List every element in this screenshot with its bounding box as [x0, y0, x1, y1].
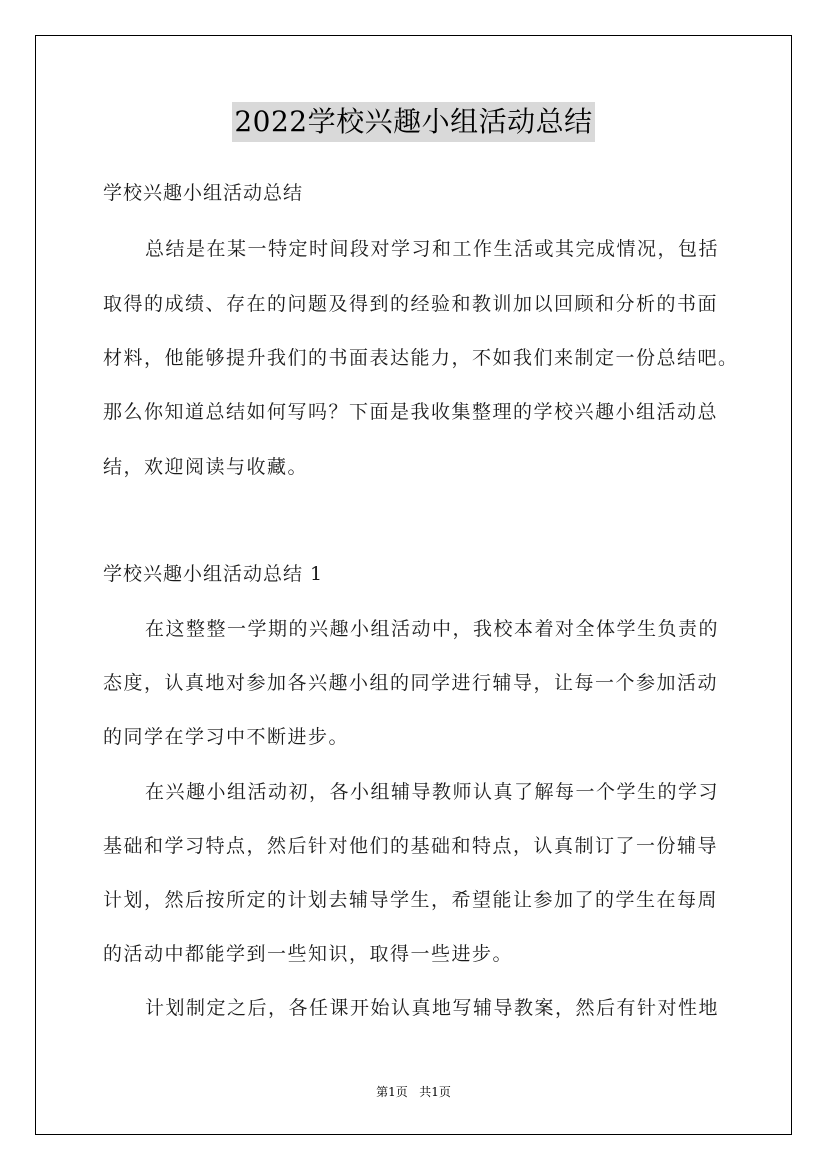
paragraph-line: 取得的成绩、存在的问题及得到的经验和教训加以回顾和分析的书面	[103, 293, 719, 315]
title-container	[0, 102, 827, 142]
paragraph-line: 基础和学习特点，然后针对他们的基础和特点，认真制订了一份辅导	[103, 835, 719, 857]
total-pages: 共1页	[419, 1085, 451, 1099]
paragraph-line: 计划制定之后，各任课开始认真地写辅导教案，然后有针对性地	[145, 997, 720, 1019]
paragraph-line: 在这整整一学期的兴趣小组活动中，我校本着对全体学生负责的	[145, 618, 720, 640]
paragraph-line: 在兴趣小组活动初，各小组辅导教师认真了解每一个学生的学习	[145, 781, 720, 803]
paragraph-line: 总结是在某一特定时间段对学习和工作生活或其完成情况，包括	[145, 238, 720, 260]
paragraph-line: 态度，认真地对参加各兴趣小组的同学进行辅导，让每一个参加活动	[103, 672, 719, 694]
paragraph-line: 那么你知道总结如何写吗？下面是我收集整理的学校兴趣小组活动总	[103, 401, 719, 423]
document-title: 2022学校兴趣小组活动总结	[232, 102, 594, 142]
section-heading: 学校兴趣小组活动总结 1	[103, 563, 324, 585]
page-number: 第1页	[376, 1085, 408, 1099]
paragraph-line: 材料，他能够提升我们的书面表达能力，不如我们来制定一份总结吧。	[103, 347, 739, 369]
page-footer	[0, 1084, 827, 1100]
paragraph-line: 计划，然后按所定的计划去辅导学生，希望能让参加了的学生在每周	[103, 889, 719, 911]
paragraph-line: 的同学在学习中不断进步。	[103, 726, 350, 748]
paragraph-line: 的活动中都能学到一些知识，取得一些进步。	[103, 943, 514, 965]
intro-heading: 学校兴趣小组活动总结	[103, 182, 304, 204]
paragraph-line: 结，欢迎阅读与收藏。	[103, 456, 309, 478]
